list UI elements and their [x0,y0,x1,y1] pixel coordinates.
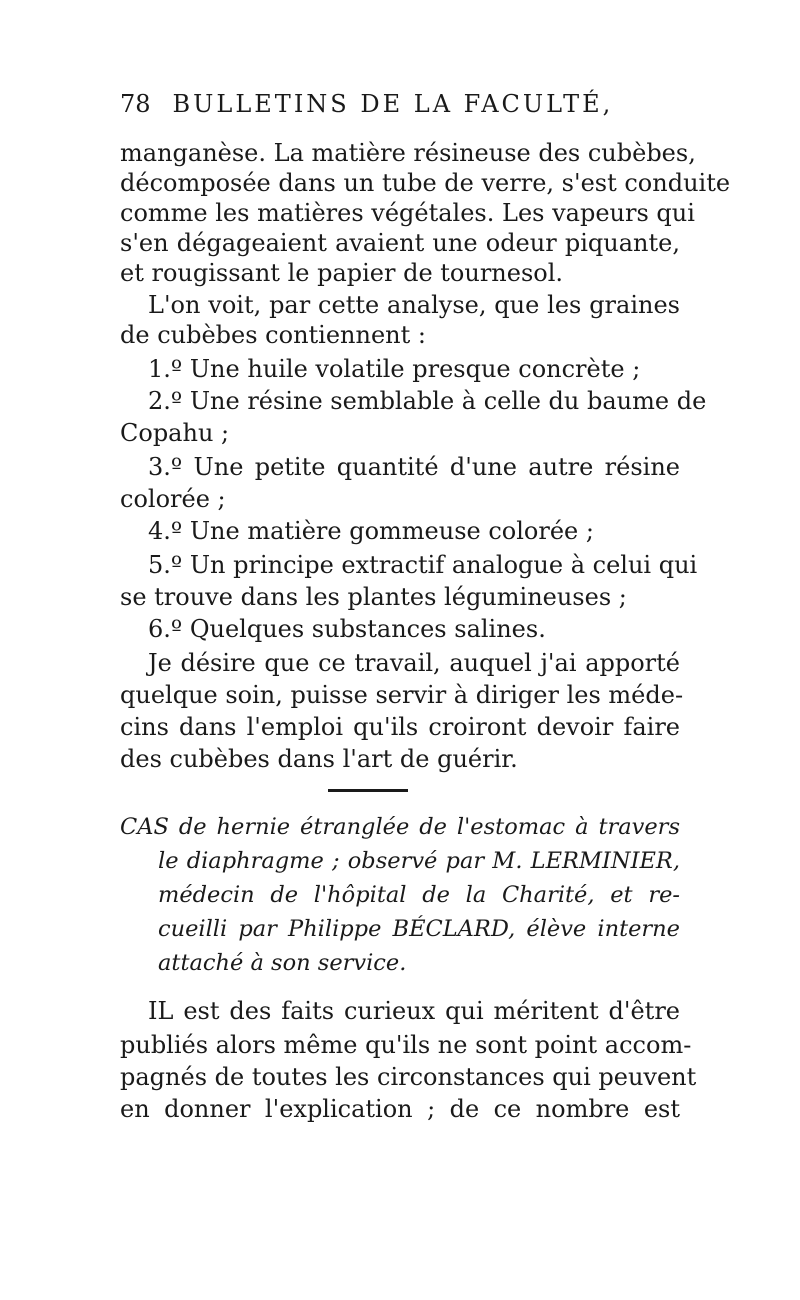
page-number: 78 [120,90,151,118]
section-divider [328,789,408,792]
text-line: colorée ; [120,485,226,513]
text-line: Copahu ; [120,419,230,447]
text-line: Je désire que ce travail, auquel j'ai apporté [148,649,680,677]
case-title-line: attaché à son service. [158,950,407,976]
text-line: pagnés de toutes les circonstances qui peuvent [120,1063,697,1091]
running-title: BULLETINS DE LA FACULTÉ, [172,90,614,118]
text-line: publiés alors même qu'ils ne sont point accom- [120,1031,692,1059]
text-line: cins dans l'emploi qu'ils croiront devoir faire [120,713,680,741]
text-line: décomposée dans un tube de verre, s'est conduite [120,169,731,197]
text-line: comme les matières végétales. Les vapeurs qui [120,199,695,227]
text-line: L'on voit, par cette analyse, que les graines [148,291,680,319]
running-header [120,90,680,130]
case-title-line: médecin de l'hôpital de la Charité, et re- [158,882,680,908]
text-line: de cubèbes contiennent : [120,321,426,349]
text-line: manganèse. La matière résineuse des cubèbes, [120,139,696,167]
list-item: 4.º Une matière gommeuse colorée ; [148,517,594,545]
list-item: 3.º Une petite quantité d'une autre résine [148,453,680,481]
list-item: 1.º Une huile volatile presque concrète ; [148,355,641,383]
text-line: des cubèbes dans l'art de guérir. [120,745,518,773]
text-line: se trouve dans les plantes légumineuses ; [120,583,627,611]
list-item: 6.º Quelques substances salines. [148,615,546,643]
text-line: s'en dégageaient avaient une odeur piquante, [120,229,680,257]
case-title-line: CAS de hernie étranglée de l'estomac à travers [120,814,680,840]
text-line: en donner l'explication ; de ce nombre est [120,1095,680,1123]
text-line: et rougissant le papier de tournesol. [120,259,564,287]
text-line: quelque soin, puisse servir à diriger les méde- [120,681,684,709]
case-title-line: le diaphragme ; observé par M. LERMINIER, [158,848,680,874]
list-item: 5.º Un principe extractif analogue à celui qui [148,551,698,579]
text-line: IL est des faits curieux qui méritent d'être [148,997,680,1025]
case-title-line: cueilli par Philippe BÉCLARD, élève interne [158,916,680,942]
list-item: 2.º Une résine semblable à celle du baume de [148,387,707,415]
